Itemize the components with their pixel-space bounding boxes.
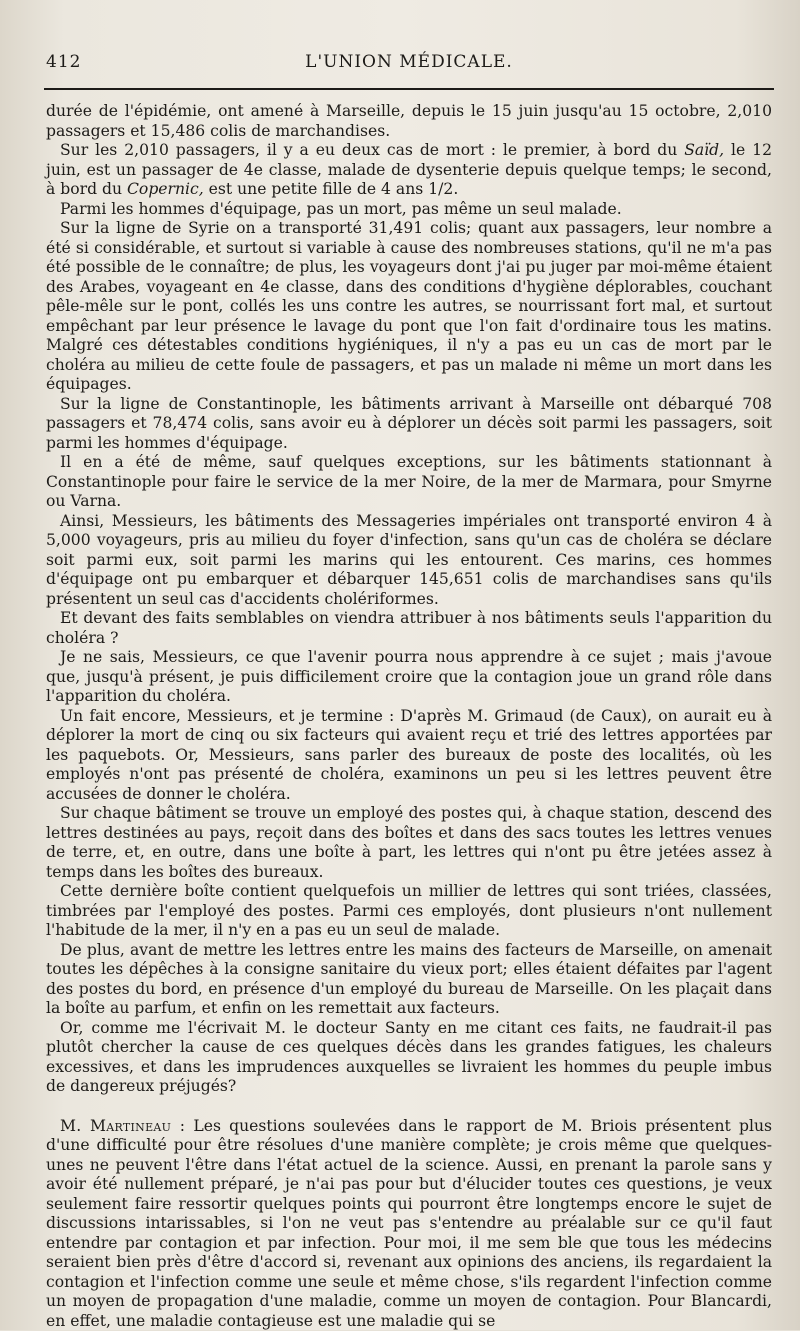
- speaker-name: M. Martineau :: [60, 1117, 185, 1135]
- paragraph-text: est une petite fille de 4 ans 1/2.: [204, 180, 459, 198]
- paragraph: De plus, avant de mettre les lettres entre les mains des facteurs de Marseille, on amenait toutes les dépêches à la consigne sanitaire du vieux port; elles étaient défaites par l'agent des postes du bord, en présence d'un employé du bureau de Marseille. On les plaçait dans la boîte au parfum, et enfin on les remettait aux facteurs.: [46, 941, 772, 1019]
- paragraph: Je ne sais, Messieurs, ce que l'avenir pourra nous apprendre à ce sujet ; mais j'avoue que, jusqu'à présent, je puis difficilement croire que la contagion joue un grand rôle dans l'apparition du choléra.: [46, 648, 772, 707]
- ship-name: Copernic,: [127, 180, 204, 198]
- paragraph: Parmi les hommes d'équipage, pas un mort, pas même un seul malade.: [46, 200, 772, 220]
- discussion-block: [46, 1117, 772, 1331]
- discussion-text: Les questions soulevées dans le rapport de M. Briois présentent plus d'une difficulté pour être résolues d'une manière complète; je crois même que quelques-unes ne peuvent l'être dans l'état actuel de la science. Aussi, en prenant la parole sans y avoir été nullement préparé, je n'ai pas pour but d'élucider toutes ces questions, je veux seulement faire ressortir quelques points qui pourront être longtemps encore le sujet de discussions intarissables, si l'on ne veut pas s'entendre au préalable sur ce qu'il faut entendre par contagion et par infection. Pour moi, il me sem ble que tous les médecins seraient bien près d'être d'accord si, revenant aux opinions des anciens, ils regardaient la contagion et l'infection comme une seule et même chose, s'ils regardent l'infection comme un moyen de propagation d'une maladie, comme un moyen de contagion. Pour Blancardi, en effet, une maladie contagieuse est une maladie qui se: [46, 1117, 772, 1330]
- paragraph-text: le 12 juin, est un passager de 4e classe, malade de dysenterie depuis quelque temps; le second, à bord du: [46, 141, 772, 198]
- page-number: 412: [46, 52, 81, 72]
- paragraph: Ainsi, Messieurs, les bâtiments des Messageries impériales ont transporté environ 4 à 5,000 voyageurs, pris au milieu du foyer d'infection, sans qu'un cas de choléra se déclare soit parmi eux, soit parmi les marins qui les entourent. Ces marins, ces hommes d'équipage ont pu embarquer et débarquer 145,651 colis de marchandises sans qu'ils présentent un seul cas d'accidents cholériformes.: [46, 512, 772, 610]
- paragraph: Il en a été de même, sauf quelques exceptions, sur les bâtiments stationnant à Constantinople pour faire le service de la mer Noire, de la mer de Marmara, pour Smyrne ou Varna.: [46, 453, 772, 512]
- ship-name: Saïd,: [684, 141, 724, 159]
- paragraph: Sur la ligne de Constantinople, les bâtiments arrivant à Marseille ont débarqué 708 passagers et 78,474 colis, sans avoir eu à déplorer un décès soit parmi les passagers, soit parmi les hommes d'équipage.: [46, 395, 772, 454]
- paragraph: durée de l'épidémie, ont amené à Marseille, depuis le 15 juin jusqu'au 15 octobre, 2,010 passagers et 15,486 colis de marchandises.: [46, 102, 772, 141]
- paragraph: Un fait encore, Messieurs, et je termine : D'après M. Grimaud (de Caux), on aurait eu à déplorer la mort de cinq ou six facteurs qui avaient reçu et trié des lettres apportées par les paquebots. Or, Messieurs, sans parler des bureaux de poste des localités, où les employés n'ont pas présenté de choléra, examinons un peu si les lettres peuvent être accusées de donner le choléra.: [46, 707, 772, 805]
- discussion-paragraph: [46, 1117, 772, 1331]
- running-title: L'UNION MÉDICALE.: [46, 52, 772, 72]
- paragraph: Or, comme me l'écrivait M. le docteur Santy en me citant ces faits, ne faudrait-il pas plutôt chercher la cause de ces quelques décès dans les grandes fatigues, les chaleurs excessives, et dans les imprudences auxquelles se livraient les hommes du peuple imbus de dangereux préjugés?: [46, 1019, 772, 1097]
- article-body: [46, 102, 772, 1331]
- paragraph: Et devant des faits semblables on viendra attribuer à nos bâtiments seuls l'apparition du choléra ?: [46, 609, 772, 648]
- running-header: [46, 52, 772, 82]
- section-gap: [46, 1097, 772, 1117]
- paragraph-text: Sur les 2,010 passagers, il y a eu deux cas de mort : le premier, à bord du: [60, 141, 684, 159]
- paragraph: [46, 141, 772, 200]
- header-rule: [44, 88, 774, 90]
- paragraph: Sur la ligne de Syrie on a transporté 31,491 colis; quant aux passagers, leur nombre a été si considérable, et surtout si variable à cause des nombreuses stations, qu'il ne m'a pas été possible de le connaître; de plus, les voyageurs dont j'ai pu juger par moi-même étaient des Arabes, voyageant en 4e classe, dans des conditions d'hygiène déplorables, couchant pêle-mêle sur le pont, collés les uns contre les autres, se nourrissant fort mal, et surtout empêchant par leur présence le lavage du pont que l'on fait d'ordinaire tous les matins. Malgré ces détestables conditions hygiéniques, il n'y a pas eu un cas de mort par le choléra au milieu de cette foule de passagers, et pas un malade ni même un mort dans les équipages.: [46, 219, 772, 395]
- paragraph: Cette dernière boîte contient quelquefois un millier de lettres qui sont triées, classées, timbrées par l'employé des postes. Parmi ces employés, dont plusieurs n'ont nullement l'habitude de la mer, il n'y en a pas eu un seul de malade.: [46, 882, 772, 941]
- paragraph: Sur chaque bâtiment se trouve un employé des postes qui, à chaque station, descend des lettres destinées au pays, reçoit dans des boîtes et dans des sacs toutes les lettres venues de terre, et, en outre, dans une boîte à part, les lettres qui n'ont pu être jetées assez à temps dans les boîtes des bureaux.: [46, 804, 772, 882]
